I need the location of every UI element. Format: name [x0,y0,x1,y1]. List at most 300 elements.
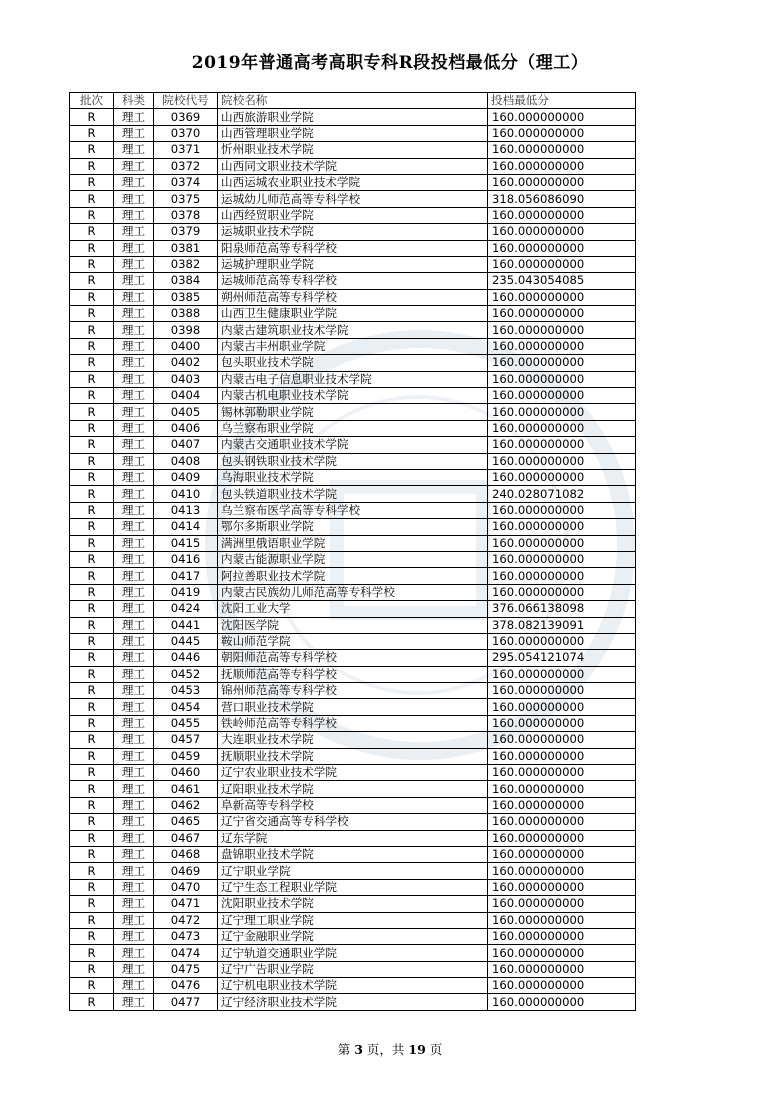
cell-score: 160.000000000 [488,863,636,879]
cell-score: 160.000000000 [488,338,636,354]
table-row [70,551,636,567]
cell-type: 理工 [114,584,154,600]
cell-code: 0476 [154,978,218,994]
table-header-row [70,93,636,109]
cell-batch: R [70,404,114,420]
cell-code: 0414 [154,519,218,535]
table-row [70,322,636,338]
cell-batch: R [70,928,114,944]
cell-type: 理工 [114,486,154,502]
cell-name: 铁岭师范高等专科学校 [218,715,488,731]
cell-type: 理工 [114,551,154,567]
table-row [70,306,636,322]
cell-name: 辽宁生态工程职业学院 [218,879,488,895]
cell-batch: R [70,502,114,518]
table-row [70,224,636,240]
cell-score: 160.000000000 [488,519,636,535]
cell-name: 乌海职业技术学院 [218,469,488,485]
cell-score: 160.000000000 [488,683,636,699]
cell-type: 理工 [114,617,154,633]
cell-name: 包头职业技术学院 [218,355,488,371]
cell-code: 0460 [154,765,218,781]
cell-type: 理工 [114,240,154,256]
cell-score: 160.000000000 [488,699,636,715]
cell-name: 鞍山师范学院 [218,633,488,649]
cell-type: 理工 [114,224,154,240]
cell-batch: R [70,912,114,928]
cell-batch: R [70,273,114,289]
cell-type: 理工 [114,797,154,813]
cell-batch: R [70,486,114,502]
cell-score: 160.000000000 [488,928,636,944]
cell-name: 忻州职业技术学院 [218,142,488,158]
cell-score: 160.000000000 [488,306,636,322]
table-row [70,896,636,912]
cell-batch: R [70,469,114,485]
cell-type: 理工 [114,666,154,682]
cell-type: 理工 [114,650,154,666]
cell-code: 0388 [154,306,218,322]
table-row [70,502,636,518]
cell-code: 0374 [154,174,218,190]
cell-score: 376.066138098 [488,601,636,617]
cell-batch: R [70,978,114,994]
cell-name: 辽宁广告职业学院 [218,961,488,977]
cell-name: 山西运城农业职业技术学院 [218,174,488,190]
cell-type: 理工 [114,633,154,649]
table-row [70,355,636,371]
cell-score: 160.000000000 [488,420,636,436]
cell-code: 0461 [154,781,218,797]
cell-score: 160.000000000 [488,584,636,600]
cell-name: 朔州师范高等专科学校 [218,289,488,305]
cell-batch: R [70,388,114,404]
cell-batch: R [70,879,114,895]
cell-code: 0371 [154,142,218,158]
cell-code: 0379 [154,224,218,240]
cell-score: 160.000000000 [488,830,636,846]
cell-name: 沈阳工业大学 [218,601,488,617]
table-row [70,879,636,895]
cell-code: 0372 [154,158,218,174]
table-row [70,715,636,731]
cell-score: 160.000000000 [488,896,636,912]
cell-batch: R [70,453,114,469]
cell-code: 0406 [154,420,218,436]
cell-score: 160.000000000 [488,846,636,862]
cell-type: 理工 [114,601,154,617]
cell-code: 0403 [154,371,218,387]
cell-batch: R [70,765,114,781]
cell-name: 辽宁职业学院 [218,863,488,879]
table-row [70,338,636,354]
cell-type: 理工 [114,683,154,699]
cell-score: 160.000000000 [488,404,636,420]
cell-type: 理工 [114,781,154,797]
table-row [70,797,636,813]
footer-prefix: 第 [337,1042,351,1057]
cell-name: 内蒙古民族幼儿师范高等专科学校 [218,584,488,600]
table-row [70,814,636,830]
table-row [70,699,636,715]
table-row [70,486,636,502]
cell-score: 160.000000000 [488,437,636,453]
cell-name: 辽宁农业职业技术学院 [218,765,488,781]
page-title: 2019年普通高考高职专科R段投档最低分（理工） [191,53,589,73]
table-row [70,568,636,584]
cell-type: 理工 [114,896,154,912]
cell-batch: R [70,683,114,699]
cell-name: 沈阳医学院 [218,617,488,633]
table-body [70,109,636,1010]
cell-score: 160.000000000 [488,469,636,485]
cell-code: 0378 [154,207,218,223]
table-row [70,240,636,256]
cell-batch: R [70,781,114,797]
cell-score: 160.000000000 [488,568,636,584]
cell-type: 理工 [114,814,154,830]
table-row [70,650,636,666]
cell-code: 0409 [154,469,218,485]
cell-score: 160.000000000 [488,732,636,748]
cell-score: 160.000000000 [488,256,636,272]
table-row [70,519,636,535]
cell-score: 160.000000000 [488,240,636,256]
cell-name: 辽宁理工职业学院 [218,912,488,928]
cell-name: 阿拉善职业技术学院 [218,568,488,584]
cell-type: 理工 [114,469,154,485]
header-batch: 批次 [70,93,114,109]
cell-score: 160.000000000 [488,781,636,797]
cell-batch: R [70,863,114,879]
cell-batch: R [70,158,114,174]
cell-batch: R [70,322,114,338]
cell-code: 0404 [154,388,218,404]
cell-score: 160.000000000 [488,355,636,371]
cell-code: 0441 [154,617,218,633]
cell-score: 240.028071082 [488,486,636,502]
cell-score: 160.000000000 [488,912,636,928]
cell-batch: R [70,601,114,617]
cell-name: 内蒙古丰州职业学院 [218,338,488,354]
cell-score: 160.000000000 [488,289,636,305]
cell-batch: R [70,437,114,453]
cell-code: 0369 [154,109,218,125]
cell-batch: R [70,224,114,240]
cell-code: 0416 [154,551,218,567]
header-code: 院校代号 [154,93,218,109]
cell-code: 0384 [154,273,218,289]
cell-batch: R [70,420,114,436]
cell-name: 包头钢铁职业技术学院 [218,453,488,469]
cell-score: 160.000000000 [488,207,636,223]
cell-type: 理工 [114,142,154,158]
cell-batch: R [70,633,114,649]
cell-code: 0469 [154,863,218,879]
cell-name: 乌兰察布职业学院 [218,420,488,436]
header-name: 院校名称 [218,93,488,109]
cell-code: 0474 [154,945,218,961]
cell-name: 乌兰察布医学高等专科学校 [218,502,488,518]
cell-batch: R [70,371,114,387]
cell-name: 抚顺师范高等专科学校 [218,666,488,682]
table-row [70,666,636,682]
cell-code: 0370 [154,125,218,141]
table-row [70,912,636,928]
table-row [70,617,636,633]
cell-name: 内蒙古电子信息职业技术学院 [218,371,488,387]
table-row [70,158,636,174]
footer-page-number: 3 [354,1042,363,1057]
table-row [70,748,636,764]
cell-name: 阳泉师范高等专科学校 [218,240,488,256]
table-row [70,191,636,207]
cell-score: 235.043054085 [488,273,636,289]
cell-name: 营口职业技术学院 [218,699,488,715]
cell-score: 295.054121074 [488,650,636,666]
header-type: 科类 [114,93,154,109]
cell-code: 0408 [154,453,218,469]
cell-name: 内蒙古交通职业技术学院 [218,437,488,453]
cell-score: 160.000000000 [488,142,636,158]
cell-score: 378.082139091 [488,617,636,633]
cell-code: 0375 [154,191,218,207]
cell-code: 0475 [154,961,218,977]
cell-type: 理工 [114,125,154,141]
cell-name: 辽宁机电职业技术学院 [218,978,488,994]
cell-type: 理工 [114,961,154,977]
cell-name: 沈阳职业技术学院 [218,896,488,912]
cell-type: 理工 [114,404,154,420]
cell-code: 0459 [154,748,218,764]
cell-batch: R [70,650,114,666]
cell-batch: R [70,994,114,1010]
cell-score: 160.000000000 [488,994,636,1010]
cell-type: 理工 [114,289,154,305]
cell-name: 抚顺职业技术学院 [218,748,488,764]
table-row [70,863,636,879]
cell-type: 理工 [114,256,154,272]
cell-code: 0471 [154,896,218,912]
cell-batch: R [70,715,114,731]
table-row [70,535,636,551]
cell-name: 运城职业技术学院 [218,224,488,240]
table-row [70,142,636,158]
cell-type: 理工 [114,109,154,125]
cell-batch: R [70,174,114,190]
cell-score: 160.000000000 [488,945,636,961]
cell-type: 理工 [114,912,154,928]
cell-type: 理工 [114,928,154,944]
cell-type: 理工 [114,437,154,453]
cell-name: 鄂尔多斯职业学院 [218,519,488,535]
cell-code: 0381 [154,240,218,256]
cell-type: 理工 [114,388,154,404]
cell-batch: R [70,306,114,322]
cell-type: 理工 [114,765,154,781]
cell-name: 山西同文职业技术学院 [218,158,488,174]
table-row [70,961,636,977]
cell-code: 0445 [154,633,218,649]
cell-name: 大连职业技术学院 [218,732,488,748]
cell-type: 理工 [114,748,154,764]
table-row [70,978,636,994]
header-score: 投档最低分 [488,93,636,109]
cell-name: 山西经贸职业学院 [218,207,488,223]
cell-code: 0453 [154,683,218,699]
cell-type: 理工 [114,945,154,961]
cell-type: 理工 [114,207,154,223]
cell-name: 内蒙古能源职业学院 [218,551,488,567]
cell-type: 理工 [114,535,154,551]
cell-code: 0417 [154,568,218,584]
cell-code: 0415 [154,535,218,551]
cell-name: 阜新高等专科学校 [218,797,488,813]
cell-code: 0455 [154,715,218,731]
cell-batch: R [70,207,114,223]
cell-batch: R [70,519,114,535]
cell-score: 160.000000000 [488,224,636,240]
score-table [69,92,636,1011]
cell-name: 内蒙古建筑职业技术学院 [218,322,488,338]
cell-code: 0424 [154,601,218,617]
cell-code: 0419 [154,584,218,600]
cell-code: 0472 [154,912,218,928]
cell-score: 160.000000000 [488,978,636,994]
cell-score: 160.000000000 [488,633,636,649]
cell-score: 160.000000000 [488,879,636,895]
footer-total-pages: 19 [408,1042,426,1057]
footer-mid: 页，共 [366,1042,405,1057]
cell-type: 理工 [114,191,154,207]
table-row [70,601,636,617]
cell-name: 山西管理职业学院 [218,125,488,141]
cell-name: 运城护理职业学院 [218,256,488,272]
cell-batch: R [70,830,114,846]
table-row [70,289,636,305]
cell-type: 理工 [114,420,154,436]
cell-name: 辽宁经济职业技术学院 [218,994,488,1010]
cell-batch: R [70,191,114,207]
cell-score: 160.000000000 [488,551,636,567]
cell-code: 0407 [154,437,218,453]
cell-name: 辽阳职业技术学院 [218,781,488,797]
table-row [70,273,636,289]
cell-name: 山西旅游职业学院 [218,109,488,125]
cell-score: 160.000000000 [488,453,636,469]
cell-name: 辽宁省交通高等专科学校 [218,814,488,830]
cell-type: 理工 [114,453,154,469]
cell-name: 盘锦职业技术学院 [218,846,488,862]
cell-name: 满洲里俄语职业学院 [218,535,488,551]
cell-batch: R [70,256,114,272]
cell-type: 理工 [114,568,154,584]
cell-type: 理工 [114,863,154,879]
cell-batch: R [70,125,114,141]
cell-code: 0452 [154,666,218,682]
cell-code: 0468 [154,846,218,862]
cell-code: 0473 [154,928,218,944]
cell-score: 160.000000000 [488,765,636,781]
cell-batch: R [70,535,114,551]
cell-name: 锦州师范高等专科学校 [218,683,488,699]
cell-code: 0400 [154,338,218,354]
cell-type: 理工 [114,830,154,846]
cell-batch: R [70,338,114,354]
cell-score: 160.000000000 [488,371,636,387]
cell-name: 朝阳师范高等专科学校 [218,650,488,666]
cell-code: 0462 [154,797,218,813]
cell-type: 理工 [114,273,154,289]
footer-suffix: 页 [429,1042,443,1057]
cell-batch: R [70,142,114,158]
table-row [70,420,636,436]
cell-score: 160.000000000 [488,535,636,551]
cell-name: 辽宁轨道交通职业学院 [218,945,488,961]
cell-code: 0477 [154,994,218,1010]
cell-type: 理工 [114,519,154,535]
cell-type: 理工 [114,502,154,518]
cell-code: 0457 [154,732,218,748]
cell-code: 0465 [154,814,218,830]
table-row [70,125,636,141]
table-row [70,928,636,944]
cell-code: 0413 [154,502,218,518]
cell-batch: R [70,355,114,371]
cell-type: 理工 [114,158,154,174]
cell-batch: R [70,617,114,633]
cell-batch: R [70,961,114,977]
table-row [70,683,636,699]
cell-code: 0446 [154,650,218,666]
table-row [70,388,636,404]
cell-score: 160.000000000 [488,502,636,518]
cell-type: 理工 [114,355,154,371]
cell-name: 运城幼儿师范高等专科学校 [218,191,488,207]
cell-score: 318.056086090 [488,191,636,207]
cell-batch: R [70,748,114,764]
cell-score: 160.000000000 [488,666,636,682]
cell-score: 160.000000000 [488,748,636,764]
cell-type: 理工 [114,879,154,895]
cell-type: 理工 [114,978,154,994]
cell-code: 0470 [154,879,218,895]
cell-batch: R [70,732,114,748]
cell-code: 0405 [154,404,218,420]
cell-name: 山西卫生健康职业学院 [218,306,488,322]
cell-type: 理工 [114,306,154,322]
table-row [70,732,636,748]
cell-batch: R [70,584,114,600]
cell-name: 包头铁道职业技术学院 [218,486,488,502]
table-row [70,437,636,453]
table-row [70,256,636,272]
cell-code: 0382 [154,256,218,272]
cell-batch: R [70,568,114,584]
table-row [70,584,636,600]
cell-name: 辽东学院 [218,830,488,846]
cell-score: 160.000000000 [488,814,636,830]
cell-type: 理工 [114,715,154,731]
cell-type: 理工 [114,174,154,190]
table-row [70,109,636,125]
cell-code: 0402 [154,355,218,371]
table-row [70,453,636,469]
cell-code: 0398 [154,322,218,338]
cell-code: 0467 [154,830,218,846]
table-row [70,781,636,797]
table-row [70,846,636,862]
